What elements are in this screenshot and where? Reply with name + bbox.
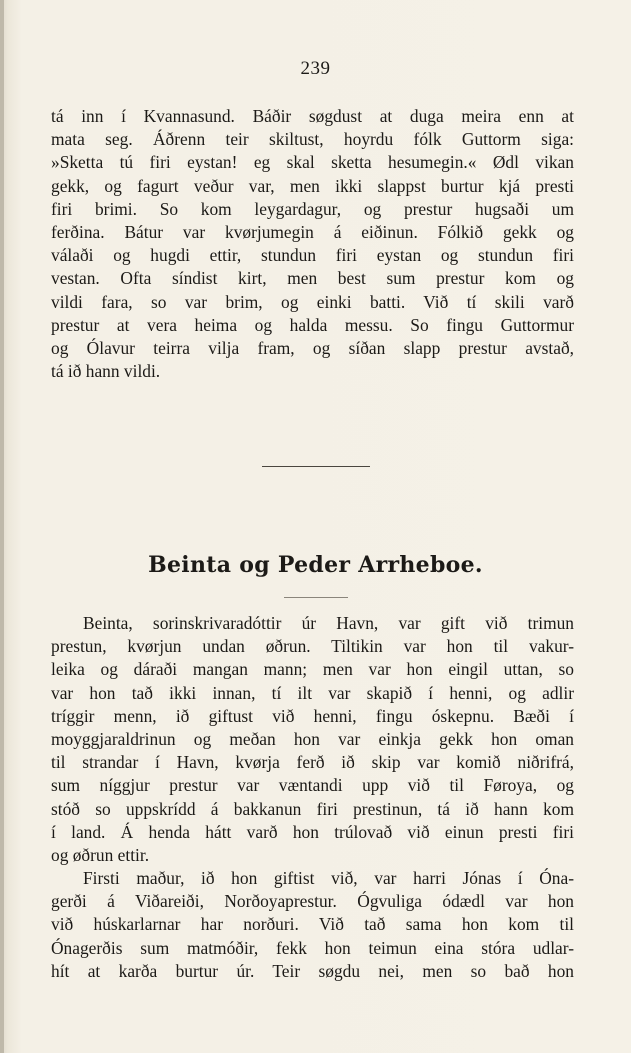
text-line: válaði og hugdi ettir, stundun firi eystan og stundun firi — [51, 245, 574, 266]
text-line: og øðrun ettir. — [51, 844, 150, 865]
text-line: stóð so uppskrídd á bakkanun firi prestinun, tá ið hann kom — [51, 798, 574, 819]
text-line: prestun, kvørjun undan øðrun. Tiltikin var hon til vakur- — [51, 636, 574, 657]
text-line: firi brimi. So kom leygardagur, og prestur hugsaði um — [51, 198, 574, 219]
text-line: vildi fara, so var brim, og einki batti. Við tí skili varð — [51, 291, 574, 312]
text-line: vestan. Ofta síndist kirt, men best sum prestur kom og — [51, 268, 574, 289]
text-line: tríggir menn, ið giftust við henni, fingu óskepnu. Bæði í — [51, 705, 574, 726]
text-line: tá inn í Kvannasund. Báðir søgdust at duga meira enn at — [51, 106, 574, 126]
text-line: hít at karða burtur úr. Teir søgdu nei, men so bað hon — [51, 960, 574, 981]
paragraph-1 — [51, 105, 574, 383]
text-line: gerði á Viðareiði, Norðoyaprestur. Ógvuliga ódædl var hon — [51, 891, 574, 912]
text-line: gekk, og fagurt veður var, men ikki slappst burtur kjá presti — [51, 175, 574, 196]
text-line: leika og dáraði mangan mann; men var hon eingil uttan, so — [51, 659, 574, 680]
text-line: mata seg. Áðrenn teir skiltust, hoyrdu fólk Guttorm siga: — [51, 129, 574, 150]
text-line: til strandar í Havn, kvørja ferð ið skip var komið niðrifrá, — [51, 752, 574, 773]
page-spine-edge — [0, 0, 4, 1053]
text-line: og Ólavur teirra vilja fram, og síðan slapp prestur avstað, — [51, 337, 574, 358]
section-heading: Beinta og Peder Arrheboe. — [148, 552, 483, 578]
section-divider — [262, 466, 370, 467]
text-line: við húskarlarnar har norðuri. Við tað sama hon kom til — [51, 914, 574, 935]
text-line: sum níggjur prestur var væntandi upp við til Føroya, og — [51, 775, 574, 796]
text-line: tá ið hann vildi. — [51, 361, 161, 382]
heading-underline — [284, 597, 348, 598]
text-line: Firsti maður, ið hon giftist við, var harri Jónas í Óna- — [83, 868, 574, 889]
text-line: Ónagerðis sum matmóðir, fekk hon teimun eina stóra udlar- — [51, 937, 574, 958]
text-line: í land. Á henda hátt varð hon trúlovað við einun presti firi — [51, 821, 574, 842]
text-line: var hon tað ikki innan, tí ilt var skapið í henni, og adlir — [51, 682, 574, 703]
paragraph-2 — [51, 612, 574, 983]
text-line: ferðina. Bátur var kvørjumegin á eiðinun. Fólkið gekk og — [51, 221, 574, 242]
text-line: »Sketta tú firi eystan! eg skal sketta hesumegin.« Ødl vikan — [51, 152, 574, 173]
text-line: prestur at vera heima og halda messu. So fingu Guttormur — [51, 314, 574, 335]
text-line: Beinta, sorinskrivaradóttir úr Havn, var gift við trimun — [83, 613, 574, 633]
page-number: 239 — [300, 58, 331, 79]
text-line: moyggjaraldrinun og meðan hon var einkja gekk hon oman — [51, 728, 574, 749]
